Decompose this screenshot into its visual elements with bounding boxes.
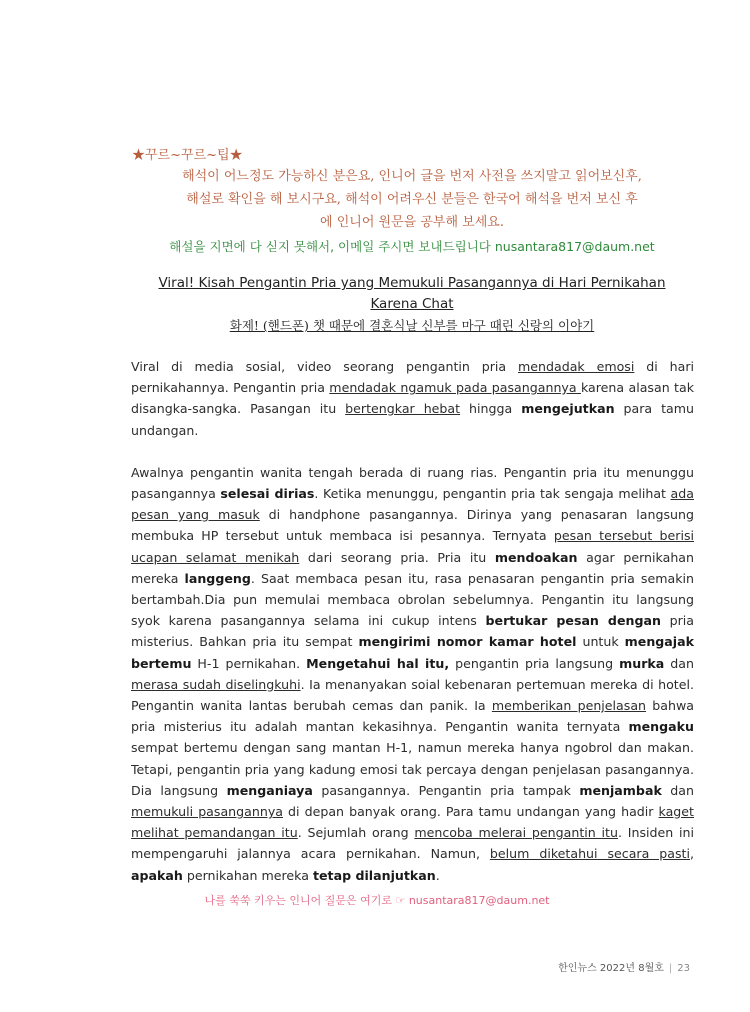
article-title-line-1: Viral! Kisah Pengantin Pria yang Memukuli Pasangannya di Hari Pernikahan: [158, 275, 666, 291]
bold-phrase: mengejutkan: [521, 401, 615, 417]
bold-phrase: apakah: [131, 867, 183, 883]
text-run: dari seorang pria. Pria itu: [299, 549, 495, 565]
article-title-block: [132, 273, 692, 336]
underlined-phrase: pesan tersebut berisi ucapan selamat menikah: [131, 528, 694, 565]
page-number: 23: [677, 963, 690, 974]
text-run: bahwa pria misterius itu adalah mantan kekasihnya. Pengantin wanita ternyata: [131, 698, 694, 735]
text-run: Awalnya pengantin wanita tengah berada di ruang rias. Pengantin pria itu menunggu pasangannya: [131, 464, 694, 502]
underlined-phrase: memukuli pasangannya: [131, 804, 284, 820]
text-run: untuk: [576, 634, 625, 650]
tips-line: 에 인니어 원문을 공부해 보세요.: [320, 215, 504, 230]
paragraph-2: [131, 462, 694, 886]
tips-line: 해설로 확인을 해 보시구요, 해석이 어려우신 분들은 한국어 해석을 번저 보신 후: [186, 192, 638, 207]
publication-name: 한인뉴스 2022년 8월호: [558, 963, 664, 974]
study-tips: [132, 147, 692, 257]
underlined-phrase: belum diketahui secara pasti: [489, 846, 690, 862]
tips-line: 해석이 어느정도 가능하신 분은요, 인니어 글을 번저 사전을 쓰지말고 읽어보신후,: [182, 169, 642, 184]
text-run: hingga: [460, 401, 522, 417]
text-run: dan: [664, 655, 694, 671]
bold-phrase: menganiaya: [226, 782, 313, 798]
text-run: .: [435, 867, 440, 883]
tips-email-note: 해설을 지면에 다 싣지 못해서, 이메일 주시면 보내드립니다 nusantara817@daum.net: [169, 239, 655, 254]
underlined-phrase: ada pesan yang masuk: [131, 486, 694, 523]
bold-phrase: murka: [619, 655, 665, 671]
article-body: [131, 356, 694, 886]
question-contact-note: 나를 쑥쑥 키우는 인니어 질문은 여기로 ☞ nusantara817@daum.net: [204, 894, 550, 907]
text-run: . Ketika menunggu, pengantin pria tak sengaja melihat: [314, 486, 671, 502]
bold-phrase: tetap dilanjutkan: [312, 867, 436, 883]
underlined-phrase: bertengkar hebat: [345, 401, 461, 417]
text-run: para tamu undangan.: [131, 401, 694, 438]
underlined-phrase: mendadak emosi: [518, 359, 635, 374]
text-run: pria misterius. Bahkan pria itu sempat: [131, 613, 694, 650]
text-run: Viral di media sosial, video seorang pengantin pria: [131, 359, 518, 374]
tips-title: ★꾸르~꾸르~팁★: [132, 148, 243, 163]
bold-phrase: mengajak bertemu: [131, 634, 694, 671]
article-title-line-2: Karena Chat: [370, 296, 454, 312]
underlined-phrase: memberikan penjelasan: [491, 698, 647, 714]
text-run: di hari pernikahannya. Pengantin pria: [131, 359, 694, 396]
text-run: pernikahan mereka: [182, 867, 313, 883]
text-run: pasangannya. Pengantin pria tampak: [312, 782, 580, 798]
text-run: . Insiden ini mempengaruhi jalannya acara pernikahan. Namun,: [131, 825, 694, 862]
text-run: . Sejumlah orang: [297, 825, 415, 841]
page-footer: [540, 962, 690, 976]
footer-separator: |: [668, 963, 673, 974]
bold-phrase: mendoakan: [494, 549, 578, 565]
text-run: di handphone pasangannya. Dirinya yang penasaran langsung membuka HP tersebut untuk membaca isi pesannya. Ternyata: [131, 507, 694, 544]
bold-phrase: selesai dirias: [220, 486, 315, 502]
underlined-phrase: mencoba melerai pengantin itu: [414, 825, 618, 841]
text-run: agar pernikahan mereka: [131, 549, 694, 586]
text-run: karena alasan tak disangka-sangka. Pasangan itu: [131, 380, 694, 417]
bold-phrase: bertukar pesan dengan: [485, 613, 661, 629]
text-run: sempat bertemu dengan sang mantan H-1, namun mereka hanya ngobrol dan makan. Tetapi, pengantin pria yang kadung emosi tak percaya dengan penjelasan pasangannya. Dia langsung: [131, 740, 694, 798]
article-title-korean: 화제! (핸드폰) 챗 때문에 결혼식날 신부를 마구 때린 신랑의 이야기: [229, 318, 595, 333]
bold-phrase: mengirimi nomor kamar hotel: [358, 634, 577, 650]
text-run: H-1 pernikahan.: [191, 655, 307, 671]
underlined-phrase: mendadak ngamuk pada pasangannya: [329, 380, 581, 396]
text-run: dan: [661, 782, 694, 798]
underlined-phrase: kaget melihat pemandangan itu: [131, 804, 694, 841]
bold-phrase: mengaku: [628, 719, 694, 735]
text-run: . Ia menanyakan soial kebenaran pertemuan mereka di hotel. Pengantin wanita lantas berubah cemas dan panik. Ia: [131, 676, 694, 714]
text-run: ,: [689, 846, 694, 862]
bold-phrase: Mengetahui hal itu,: [306, 655, 450, 671]
bold-phrase: menjambak: [579, 782, 662, 798]
text-run: pengantin pria langsung: [449, 655, 620, 671]
bold-phrase: langgeng: [184, 570, 251, 586]
text-run: . Saat membaca pesan itu, rasa penasaran pengantin pria semakin bertambah.Dia pun memulai membaca obrolan sebelumnya. Pengantin itu langsung syok karena pasangannya selama ini cukup intens: [131, 570, 694, 629]
text-run: di depan banyak orang. Para tamu undangan yang hadir: [283, 804, 659, 820]
paragraph-1: [131, 356, 694, 441]
underlined-phrase: merasa sudah diselingkuhi: [131, 676, 301, 692]
